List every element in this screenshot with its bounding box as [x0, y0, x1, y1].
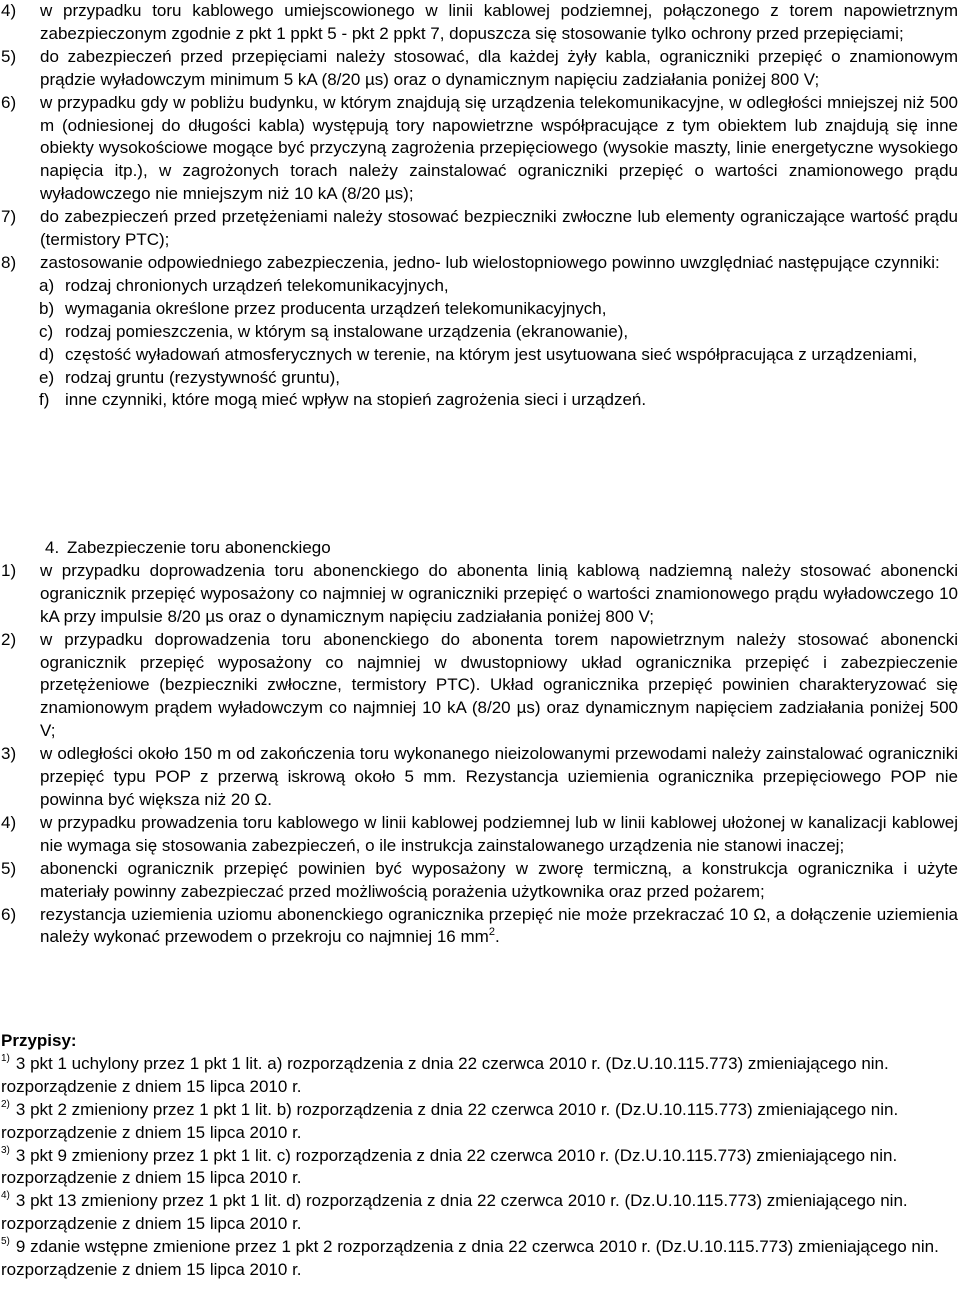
- sub-item-text: częstość wyładowań atmosferycznych w terenie, na którym jest usytuowana sieć współpracująca z urządzeniami,: [65, 344, 918, 364]
- item-text: w przypadku toru kablowego umiejscowionego w linii kablowej podziemnej, połączonego z torem napowietrznym zabezpieczonym zgodnie z pkt 1 ppkt 5 - pkt 2 ppkt 7, dopuszcza się stosowanie tylko ochrony przed przepięciami;: [40, 1, 958, 43]
- item-text: do zabezpieczeń przed przetężeniami należy stosować bezpieczniki zwłoczne lub elementy ograniczające wartość prądu (termistory PTC);: [40, 207, 958, 250]
- item-number: 5): [1, 858, 17, 878]
- list-item: [0, 904, 960, 950]
- sub-item-letter: f): [39, 390, 50, 410]
- sub-list-item: [39, 344, 960, 367]
- item-text-tail: .: [494, 927, 500, 947]
- footnote: [0, 1236, 960, 1282]
- sub-list-item: [39, 275, 960, 298]
- sub-list-item: [39, 298, 960, 321]
- item-text: zastosowanie odpowiedniego zabezpieczenia, jedno- lub wielostopniowego powinno uwzględniać następujące czynniki:: [40, 252, 940, 272]
- footnote-text: 3 pkt 2 zmieniony przez 1 pkt 1 lit. b) rozporządzenia z dnia 22 czerwca 2010 r. (Dz.U.10.115.773) zmieniającego nin. rozporządzenie z dniem 15 lipca 2010 r.: [1, 1099, 899, 1142]
- sub-item-text: rodzaj chronionych urządzeń telekomunikacyjnych,: [65, 275, 449, 295]
- item-text-main: rezystancja uziemienia uziomu abonenckiego ogranicznika przepięć nie może przekraczać 10 Ω, a dołączenie uziemienia należy wykonać przewodem o przekroju co najmniej 16 mm: [40, 904, 958, 947]
- footnote-mark: 2): [1, 1098, 10, 1110]
- item-number: 6): [1, 904, 17, 924]
- sub-item-letter: b): [39, 298, 55, 318]
- footnote-mark: 5): [1, 1236, 10, 1248]
- item-number: 1): [1, 560, 17, 580]
- footnote-mark: 4): [1, 1190, 10, 1202]
- section-heading-text: Zabezpieczenie toru abonenckiego: [67, 538, 331, 557]
- footnote-text: 3 pkt 9 zmieniony przez 1 pkt 1 lit. c) rozporządzenia z dnia 22 czerwca 2010 r. (Dz.U.10.115.773) zmieniającego nin. rozporządzenie z dniem 15 lipca 2010 r.: [1, 1145, 898, 1188]
- list-item: [0, 46, 960, 92]
- footnote: [0, 1053, 960, 1099]
- section-cable-protection: [0, 0, 960, 412]
- sub-list-item: [39, 367, 960, 390]
- item-text: w przypadku gdy w pobliżu budynku, w którym znajdują się urządzenia telekomunikacyjne, w odległości mniejszej niż 500 m (odniesionej do długości kabla) występują tory napowietrzne współpracujące z tym obiektem lub znajdują się inne obiekty wysokościowe mogące być przyczyną zagrożenia przepięciowego (wysokie maszty, linie energetyczne wysokiego napięcia itp.), w zagrożonych torach należy zainstalować ograniczniki przepięć o wartości znamionowego prądu wyładowczego nie mniejszym niż 10 kA (8/20 µs);: [40, 92, 958, 204]
- section-heading: [0, 537, 960, 560]
- section-subscriber-protection: [0, 537, 960, 949]
- item-number: 4): [1, 1, 17, 20]
- item-number: 3): [1, 744, 17, 764]
- item-number: 7): [1, 207, 17, 227]
- item-text: w przypadku doprowadzenia toru abonenckiego do abonenta linią kablową nadziemną należy stosować abonencki ogranicznik przepięć wyposażony co najmniej w ograniczniki przepięć o wartości znamionowego prądu wyładowczego 10 kA przy impulsie 8/20 µs oraz o dynamicznym napięciu zadziałania poniżej 800 V;: [40, 560, 958, 626]
- item-number: 4): [1, 812, 17, 832]
- sub-item-text: rodzaj gruntu (rezystywność gruntu),: [65, 367, 340, 387]
- footnote: [0, 1190, 960, 1236]
- list-item: [0, 743, 960, 812]
- sub-item-letter: a): [39, 275, 55, 295]
- item-number: 5): [1, 46, 17, 66]
- list-item: [0, 206, 960, 252]
- sub-item-letter: c): [39, 321, 54, 341]
- footnote: [0, 1145, 960, 1191]
- footnotes-title: Przypisy:: [1, 1031, 77, 1050]
- list-item: [0, 0, 960, 46]
- sub-list-item: [39, 389, 960, 412]
- sub-item-text: inne czynniki, które mogą mieć wpływ na stopień zagrożenia sieci i urządzeń.: [65, 390, 647, 410]
- footnote-mark: 1): [1, 1052, 10, 1064]
- sub-item-text: wymagania określone przez producenta urządzeń telekomunikacyjnych,: [65, 298, 607, 318]
- footnote-text: 3 pkt 13 zmieniony przez 1 pkt 1 lit. d) rozporządzenia z dnia 22 czerwca 2010 r. (Dz.U.10.115.773) zmieniającego nin. rozporządzenie z dniem 15 lipca 2010 r.: [1, 1191, 908, 1234]
- sub-item-letter: e): [39, 367, 55, 387]
- list-item: [0, 858, 960, 904]
- list-item: [0, 812, 960, 858]
- sub-item-text: rodzaj pomieszczenia, w którym są instalowane urządzenia (ekranowanie),: [65, 321, 629, 341]
- sub-list-item: [39, 321, 960, 344]
- sub-item-letter: d): [39, 344, 55, 364]
- item-number: 2): [1, 629, 17, 649]
- item-text: abonencki ogranicznik przepięć powinien być wyposażony w zworę termiczną, a konstrukcja ogranicznika i użyte materiały powinny zabezpieczać przed możliwością porażenia użytkownika oraz przed pożarem;: [40, 858, 958, 901]
- section-heading-number: 4.: [45, 538, 60, 557]
- list-item: [0, 560, 960, 629]
- footnote-text: 3 pkt 1 uchylony przez 1 pkt 1 lit. a) rozporządzenia z dnia 22 czerwca 2010 r. (Dz.U.10.115.773) zmieniającego nin. rozporządzenie z dniem 15 lipca 2010 r.: [1, 1053, 889, 1096]
- footnote: [0, 1099, 960, 1145]
- item-text: w przypadku doprowadzenia toru abonenckiego do abonenta torem napowietrznym należy stosować abonencki ogranicznik przepięć wyposażony co najmniej w dwustopniowy układ ogranicznika przepięć i zabezpieczenie przetężeniowe (bezpieczniki zwłoczne, termistory PTC). Układ ogranicznika przepięć powinien charakteryzować się znamionowym prądem wyładowczym co najmniej 10 kA (8/20 µs) oraz dynamicznym napięciem zadziałania poniżej 500 V;: [40, 629, 958, 741]
- item-text: [40, 904, 960, 950]
- item-text: do zabezpieczeń przed przepięciami należy stosować, dla każdej żyły kabla, ograniczniki przepięć o znamionowym prądzie wyładowczym minimum 5 kA (8/20 µs) oraz o dynamicznym napięciu zadziałania poniżej 800 V;: [40, 46, 958, 89]
- item-number: 8): [1, 252, 17, 272]
- footnote-mark: 3): [1, 1144, 10, 1156]
- list-item: [0, 252, 960, 275]
- item-text: w przypadku prowadzenia toru kablowego w linii kablowej podziemnej lub w linii kablowej ułożonej w kanalizacji kablowej nie wymaga się stosowania zabezpieczeń, o ile instrukcja zainstalowanego urządzenia nie stanowi inaczej;: [40, 812, 958, 855]
- item-text: w odległości około 150 m od zakończenia toru wykonanego nieizolowanymi przewodami należy zainstalować ograniczniki przepięć typu POP z przerwą iskrową około 5 mm. Rezystancja uziemienia ogranicznika przepięciowego POP nie powinna być większa niż 20 Ω.: [40, 744, 958, 809]
- superscript: 2: [488, 926, 495, 939]
- list-item: [0, 92, 960, 207]
- item-number: 6): [1, 92, 17, 112]
- list-item: [0, 629, 960, 744]
- footnotes-section: [0, 1030, 960, 1282]
- footnote-text: 9 zdanie wstępne zmienione przez 1 pkt 2 rozporządzenia z dnia 22 czerwca 2010 r. (Dz.U.10.115.773) zmieniającego nin. rozporządzenie z dniem 15 lipca 2010 r.: [1, 1237, 939, 1280]
